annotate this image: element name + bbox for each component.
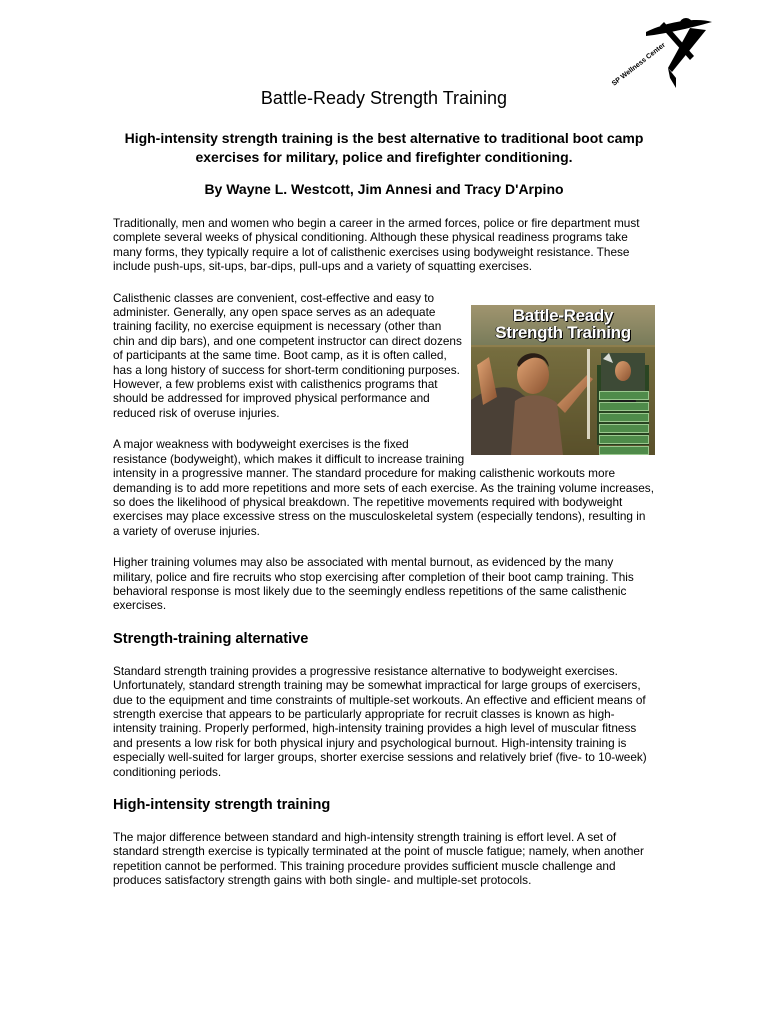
cover-title-line-2: Strength Training (495, 322, 631, 342)
article-body (113, 216, 655, 905)
cover-menu (599, 391, 649, 455)
section-heading-strength-training-alternative: Strength-training alternative (113, 630, 309, 647)
cover-title (471, 307, 655, 341)
cover-menu-bar (599, 391, 649, 400)
paragraph-6: The major difference between standard and high-intensity strength training is effort level. A set of standard strength exercise is typically terminated at the point of muscle fatigue; namely, when another repetition cannot be performed. This training procedure provides sufficient muscle challenge and produces satisfactory strength gains with both single- and multiple-set protocols. (113, 830, 644, 888)
cover-menu-bar (599, 446, 649, 455)
article-subtitle: High-intensity strength training is the best alternative to traditional boot camp exercises for military, police and firefighter conditioning. (124, 130, 644, 165)
cover-menu-bar (599, 402, 649, 411)
cover-menu-bar (599, 424, 649, 433)
paragraph-4: Higher training volumes may also be associated with mental burnout, as evidenced by the many military, police and fire recruits who stop exercising after completion of their boot camp training. This behavioral response is most likely due to the seemingly endless repetitions of the same calisthenic exercises. (113, 555, 634, 613)
battle-ready-cover-image (471, 305, 655, 455)
cover-menu-bar (599, 413, 649, 422)
section-heading-high-intensity: High-intensity strength training (113, 797, 331, 813)
article-byline: By Wayne L. Westcott, Jim Annesi and Tracy D'Arpino (204, 181, 564, 197)
company-logo (606, 12, 714, 92)
article-title: Battle-Ready Strength Training (260, 88, 508, 108)
paragraph-1: Traditionally, men and women who begin a career in the armed forces, police or fire department must complete several weeks of physical conditioning. Although these physical readiness programs take many forms, they typically require a lot of calisthenic exercises using bodyweight resistance. These include push-ups, sit-ups, bar-dips, pull-ups and a variety of squatting exercises. (113, 216, 640, 274)
cover-menu-bar (599, 435, 649, 444)
svg-text:SP Wellness Center: SP Wellness Center (610, 41, 667, 88)
paragraph-2: Calisthenic classes are convenient, cost-effective and easy to administer. Generally, any open space serves as an adequate training facility, no exercise equipment is necessary (other than chin and dip bars), and one competent instructor can direct dozens of participants at the same time. Boot camp, as it is often called, has a long history of success for short-term conditioning purposes. However, a few problems exist with calisthenics programs that should be addressed for improved physical performance and reduced risk of overuse injuries. (113, 290, 462, 420)
paragraph-3: A major weakness with bodyweight exercises is the fixed resistance (bodyweight), which makes it difficult to increase training intensity in a progressive manner. The standard procedure for making calisthenic workouts more demanding is to add more repetitions and more sets of each exercise. As the training volume increases, so does the likelihood of physical breakdown. The repetitive movements required with bodyweight exercises may place excessive stress on the musculoskeletal system (especially tendons), resulting in a variety of overuse injuries. (113, 437, 654, 538)
cover-title-line-1: Battle-Ready (512, 305, 614, 325)
paragraph-5: Standard strength training provides a progressive resistance alternative to bodyweight exercises. Unfortunately, standard strength training may be somewhat impractical for large groups of exercisers, due to the equipment and time constraints of multiple-set workouts. An effective and efficient means of strength exercise that appears to be particularly appropriate for recruit classes is known as high-intensity training. Properly performed, high-intensity training provides a high level of muscular fitness and presents a low risk for both physical injury and psychological burnout. High-intensity training is especially well-suited for larger groups, shorter exercise sessions and relatively brief (five- to 10-week) conditioning periods. (113, 663, 647, 779)
